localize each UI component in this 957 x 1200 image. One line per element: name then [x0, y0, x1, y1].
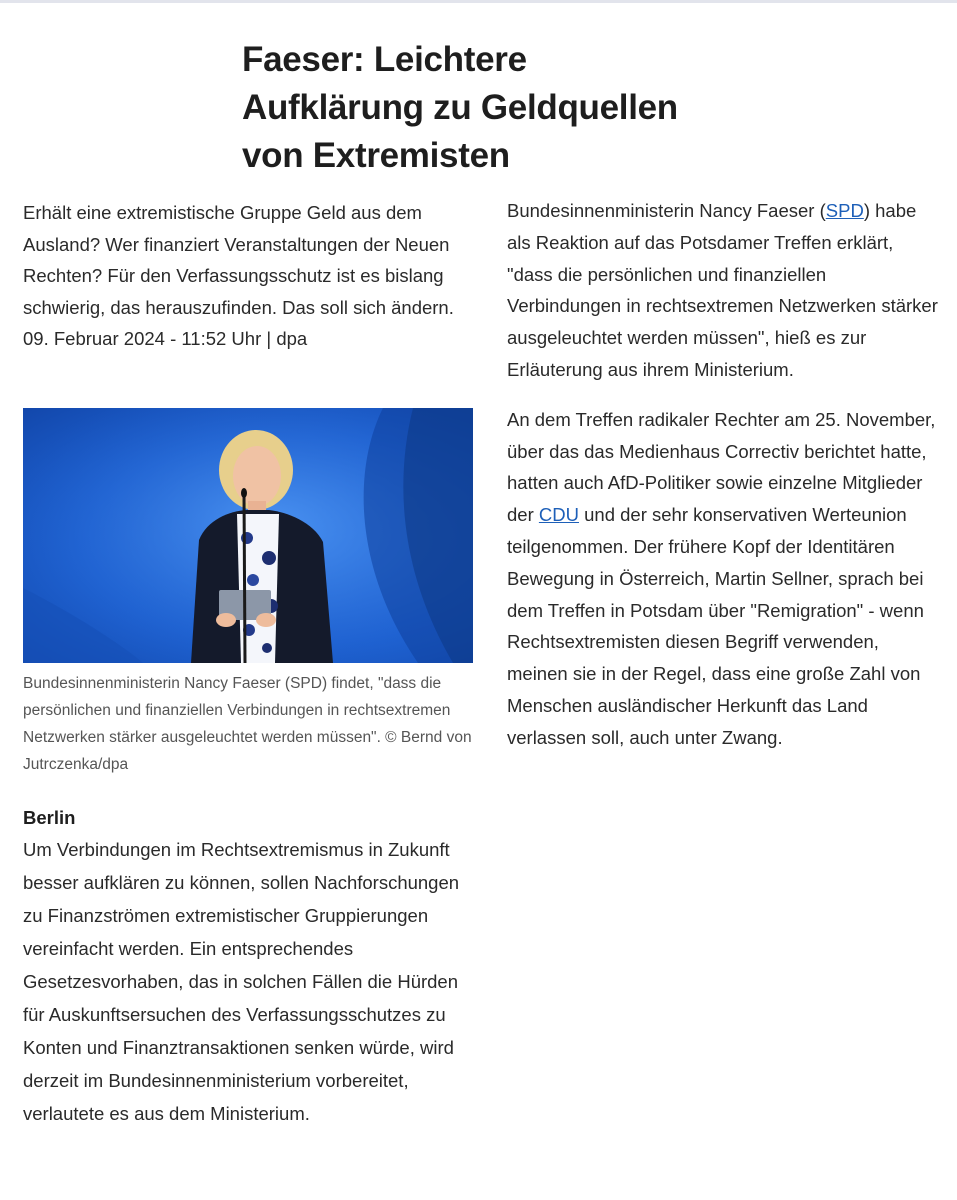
article-paragraph-2 [507, 404, 939, 754]
paragraph-1-before: Bundesinnenministerin Nancy Faeser ( [507, 200, 826, 221]
photo-portrait-icon [23, 408, 473, 663]
paragraph-1-after: ) habe als Reaktion auf das Potsdamer Treffen erklärt, "dass die persönlichen und finanziellen Verbindungen in rechtsextremen Netzwerken stärker ausgeleuchtet werden müssen", hieß es zur Erläuterung aus ihrem Ministerium. [507, 200, 938, 380]
article-teaser: Erhält eine extremistische Gruppe Geld aus dem Ausland? Wer finanziert Veranstaltungen der Neuen Rechten? Für den Verfassungsschutz ist es bislang schwierig, das herauszufinden. Das soll sich ändern. [23, 202, 454, 318]
article-dateline: 09. Februar 2024 - 11:52 Uhr | dpa [23, 328, 308, 349]
article-body-intro: Um Verbindungen im Rechtsextremismus in Zukunft besser aufklären zu können, sollen Nachforschungen zu Finanzströmen extremistischer Gruppierungen vereinfacht werden. Ein entsprechendes Gesetzesvorhaben, das in solchen Fällen die Hürden für Auskunftsersuchen des Verfassungsschutzes zu Konten und Finanztransaktionen senken würde, wird derzeit im Bundesinnenministerium vorbereitet, verlautete es aus dem Ministerium. [23, 838, 460, 1124]
paragraph-2-after: und der sehr konservativen Werteunion teilgenommen. Der frühere Kopf der Identitären Bewegung in Österreich, Martin Sellner, sprach bei dem Treffen in Potsdam über "Remigration" - wenn Rechtsextremisten diesen Begriff verwenden, meinen sie in der Regel, dass eine große Zahl von Menschen ausländischer Herkunft das Land verlassen soll, auch unter Zwang. [507, 504, 924, 748]
left-column [23, 197, 478, 1130]
article-headline: Faeser: Leichtere Aufklärung zu Geldquellen von Extremisten [242, 40, 678, 175]
paragraph-2-before: An dem Treffen radikaler Rechter am 25. November, über das das Medienhaus Correctiv berichtet hatte, hatten auch AfD-Politiker sowie einzelne Mitglieder der [507, 408, 936, 526]
cdu-link[interactable]: CDU [538, 504, 579, 526]
right-column [507, 195, 939, 754]
spd-link[interactable]: SPD [825, 200, 864, 221]
photo-caption: Bundesinnenministerin Nancy Faeser (SPD) findet, "dass die persönlichen und finanziellen Verbindungen in rechtsextremen Netzwerken stärker ausgeleuchtet werden müssen". © Bernd von Jutrczenka/dpa [23, 674, 472, 773]
article-paragraph-1 [507, 195, 939, 386]
article-photo[interactable] [23, 408, 473, 663]
article-location: Berlin [23, 806, 76, 828]
top-border [0, 0, 957, 3]
